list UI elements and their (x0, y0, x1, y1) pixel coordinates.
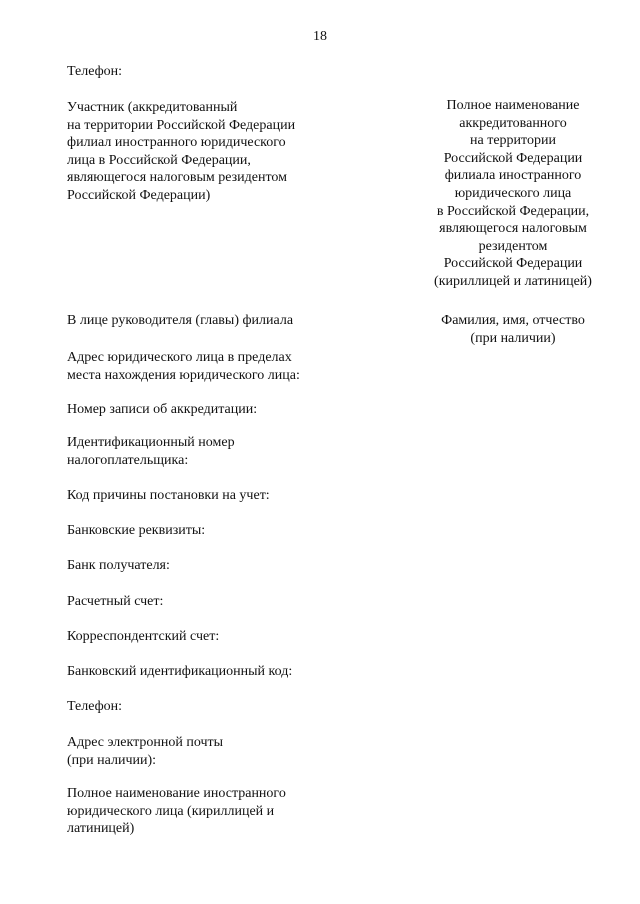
phone-label: Телефон: (67, 699, 123, 714)
bank-details-label: Банковские реквизиты: (67, 523, 206, 538)
recipient-bank-label: Банк получателя: (67, 558, 170, 573)
correspondent-account-label: Корреспондентский счет: (67, 629, 220, 644)
participant-label: Участник (аккредитованный на территории Российской Федерации филиал иностранного юридического лица в Российской Федерации, являющегося налоговым резидентом Российской Федерации) (67, 100, 296, 203)
kpp-label: Код причины постановки на учет: (67, 488, 270, 503)
inn-label: Идентификационный номер налогоплательщика: (67, 435, 235, 468)
legal-address-label: Адрес юридического лица в пределах места нахождения юридического лица: (67, 350, 300, 383)
foreign-entity-name-label: Полное наименование иностранного юридического лица (кириллицей и латиницей) (67, 786, 286, 837)
head-of-branch-label: В лице руководителя (главы) филиала (67, 313, 294, 328)
bik-label: Банковский идентификационный код: (67, 664, 293, 679)
email-label: Адрес электронной почты (при наличии): (67, 735, 224, 768)
full-name-caption: Полное наименование аккредитованного на территории Российской Федерации филиала иностранного юридического лица в Российской Федерации, являющегося налоговым резидентом Российской Федерации (кириллицей и латиницей) (434, 98, 592, 289)
accreditation-number-label: Номер записи об аккредитации: (67, 402, 258, 417)
page-number: 18 (313, 29, 327, 44)
settlement-account-label: Расчетный счет: (67, 594, 164, 609)
phone-label-top: Телефон: (67, 64, 123, 79)
fio-caption: Фамилия, имя, отчество (при наличии) (441, 313, 585, 346)
